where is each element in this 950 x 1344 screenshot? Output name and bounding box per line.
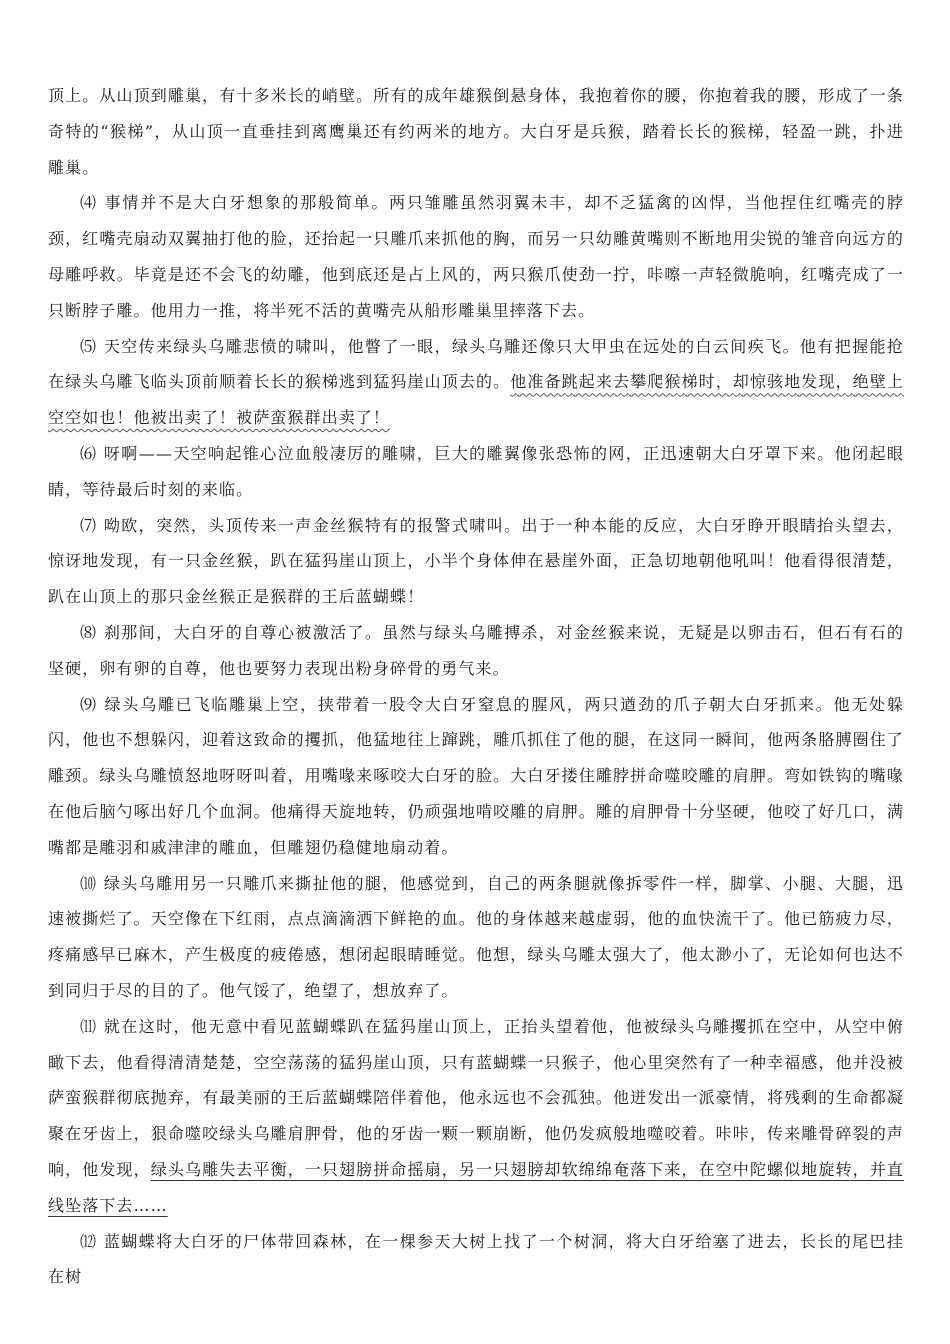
paragraph-text: ⑸ 天空传来绿头乌雕悲愤的啸叫，他瞥了一眼，绿头乌雕还像只大甲虫在远处的白云间疾飞。他有把握能抢在绿头乌雕飞临头顶前顺着长长的猴梯逃到猛犸崖山顶去的。 (48, 336, 904, 392)
wavy-underlined-sentence: 他准备跳起来去攀爬猴梯时，却惊骇地发现，绝壁上空空如也！他被出卖了！被萨蛮猴群出卖了！ (48, 372, 904, 428)
paragraph-10 (48, 866, 904, 1009)
paragraph-text: ⑿ 蓝蝴蝶将大白牙的尸体带回森林，在一棵参天大树上找了一个树洞，将大白牙给塞了进去，长长的尾巴挂在树 (48, 1231, 904, 1287)
paragraph-12 (48, 1224, 904, 1296)
paragraph-9 (48, 687, 904, 866)
underlined-sentence: 绿头乌雕失去平衡，一只翅膀拼命摇扇，另一只翅膀却软绵绵奄落下来，在空中陀螺似地旋转，并直线坠落下去…… (48, 1159, 904, 1215)
paragraph-text: ⑽ 绿头乌雕用另一只雕爪来撕扯他的腿，他感觉到，自己的两条腿就像拆零件一样，脚掌、小腿、大腿，迅速被撕烂了。天空像在下红雨，点点滴滴洒下鲜艳的血。他的身体越来越虚弱，他的血快流干了。他已筋疲力尽，疼痛感早已麻木，产生极度的疲倦感，想闭起眼睛睡觉。他想，绿头乌雕太强大了，他太渺小了，无论如何也达不到同归于尽的目的了。他气馁了，绝望了，想放弃了。 (48, 873, 904, 1000)
paragraph-8 (48, 615, 904, 687)
paragraph-7 (48, 508, 904, 615)
document-page (48, 78, 904, 1295)
paragraph-3-continued (48, 78, 904, 185)
paragraph-text: ⑹ 呀啊——天空响起锥心泣血般凄厉的雕啸，巨大的雕翼像张恐怖的网，正迅速朝大白牙罩下来。他闭起眼睛，等待最后时刻的来临。 (48, 443, 904, 499)
paragraph-text: ⑼ 绿头乌雕已飞临雕巢上空，挟带着一股令大白牙窒息的腥风，两只遒劲的爪子朝大白牙抓来。他无处躲闪，他也不想躲闪，迎着这致命的攫抓，他猛地往上蹿跳，雕爪抓住了他的腿，在这同一瞬间，他两条胳膊圈住了雕颈。绿头乌雕愤怒地呀呀叫着，用嘴喙来啄咬大白牙的脸。大白牙搂住雕脖拼命噬咬雕的肩胛。弯如铁钩的嘴喙在他后脑勺啄出好几个血洞。他痛得天旋地转，仍顽强地啃咬雕的肩胛。雕的肩胛骨十分坚硬，他咬了好几口，满嘴都是雕羽和戚津津的雕血，但雕翅仍稳健地扇动着。 (48, 694, 904, 857)
paragraph-5 (48, 329, 904, 436)
paragraph-4 (48, 185, 904, 328)
paragraph-text: ⑺ 呦欧，突然，头顶传来一声金丝猴特有的报警式啸叫。出于一种本能的反应，大白牙睁开眼睛抬头望去，惊讶地发现，有一只金丝猴，趴在猛犸崖山顶上，小半个身体伸在悬崖外面，正急切地朝他吼叫！他看得很清楚，趴在山顶上的那只金丝猴正是猴群的王后蓝蝴蝶！ (48, 515, 904, 607)
paragraph-6 (48, 436, 904, 508)
paragraph-11 (48, 1009, 904, 1224)
paragraph-text: 顶上。从山顶到雕巢，有十多米长的峭壁。所有的成年雄猴倒悬身体，我抱着你的腰，你抱着我的腰，形成了一条奇特的“猴梯”，从山顶一直垂挂到离鹰巢还有约两米的地方。大白牙是兵猴，踏着长长的猴梯，轻盈一跳，扑进雕巢。 (48, 86, 904, 177)
paragraph-text: ⑻ 刹那间，大白牙的自尊心被激活了。虽然与绿头乌雕搏杀，对金丝猴来说，无疑是以卵击石，但石有石的坚硬，卵有卵的自尊，他也要努力表现出粉身碎骨的勇气来。 (48, 622, 904, 678)
paragraph-text: ⑷ 事情并不是大白牙想象的那般简单。两只雏雕虽然羽翼未丰，却不乏猛禽的凶悍，当他捏住红嘴壳的脖颈，红嘴壳扇动双翼抽打他的脸，还抬起一只雕爪来抓他的胸，而另一只幼雕黄嘴则不断地用尖锐的雏音向远方的母雕呼救。毕竟是还不会飞的幼雕，他到底还是占上风的，两只猴爪使劲一拧，咔嚓一声轻微脆响，红嘴壳成了一只断脖子雕。他用力一推，将半死不活的黄嘴壳从船形雕巢里摔落下去。 (48, 193, 904, 320)
paragraph-text: ⑾ 就在这时，他无意中看见蓝蝴蝶趴在猛犸崖山顶上，正抬头望着他，他被绿头乌雕攫抓在空中，从空中俯瞰下去，他看得清清楚楚，空空荡荡的猛犸崖山顶，只有蓝蝴蝶一只猴子，他心里突然有了一种幸福感，他并没被萨蛮猴群彻底抛弃，有最美丽的王后蓝蝴蝶陪伴着他，他永远也不会孤独。他迸发出一派豪情，将残剩的生命都凝聚在牙齿上，狠命噬咬绿头乌雕肩胛骨，他的牙齿一颗一颗崩断，他仍发疯般地噬咬着。咔咔，传来雕骨碎裂的声响，他发现， (48, 1016, 904, 1179)
